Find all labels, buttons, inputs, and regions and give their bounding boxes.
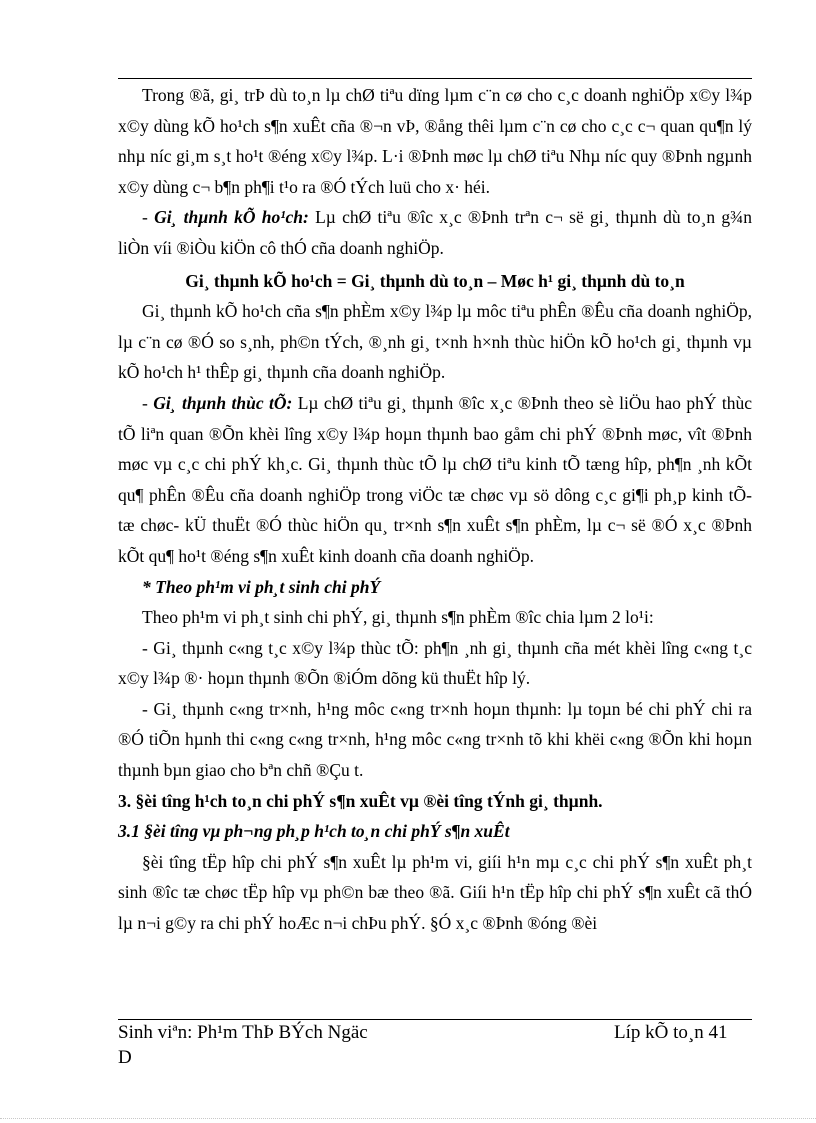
actual-cost-label: Gi¸ thµnh thùc tÕ: [153,392,293,413]
page-edge-dotted-line [0,1118,816,1119]
header-rule [118,78,752,79]
body-text [118,80,752,939]
paragraph-planned-cost: - Gi¸ thµnh kÕ ho¹ch: Lµ chØ tiªu ®îc x¸c ®Þnh trªn c¬ së gi¸ thµnh dù to¸n g¾n liÒn víi ®iÒu kiÖn cô thÓ cña doanh nghiÖp. [118,207,752,258]
paragraph-5: Theo ph¹m vi ph¸t sinh chi phÝ, gi¸ thµnh s¶n phÈm ®îc chia lµm 2 lo¹i: [142,607,654,628]
planned-cost-label: Gi¸ thµnh kÕ ho¹ch: [154,207,309,228]
footer-letter: D [118,1047,132,1068]
planned-cost-text: Lµ chØ tiªu ®îc x¸c ®Þnh trªn c¬ së gi¸ thµnh dù to¸n g¾n liÒn víi ®iÒu kiÖn cô thÓ cña doanh nghiÖp. [118,207,752,258]
footer-rule [118,1019,752,1020]
paragraph-actual-cost: - Gi¸ thµnh thùc tÕ: Lµ chØ tiªu gi¸ thµnh ®îc x¸c ®Þnh theo sè liÖu hao phÝ thùc tÕ liªn quan ®Õn khèi lîng x©y l¾p hoµn thµnh bao gåm chi phÝ ®Þnh møc, vît ®Þnh møc vµ c¸c chi phÝ kh¸c. Gi¸ thµnh thùc tÕ lµ chØ tiªu kinh tÕ tæng hîp, ph¶n ¸nh kÕt qu¶ phÊn ®Êu cña doanh nghiÖp trong viÖc tæ chøc vµ sö dông c¸c gi¶i ph¸p kinh tÕ- tæ chøc- kÜ thuËt ®Ó thùc hiÖn qu¸ tr×nh s¶n xuÊt s¶n phÈm, lµ c¬ së ®Ó x¸c ®Þnh kÕt qu¶ ho¹t ®éng s¶n xuÊt kinh doanh cña doanh nghiÖp. [118,392,752,566]
footer-student: Sinh viªn: Ph¹m ThÞ BÝch Ngäc [118,1022,368,1043]
paragraph-3: Gi¸ thµnh kÕ ho¹ch cña s¶n phÈm x©y l¾p lµ môc tiªu phÊn ®Êu cña doanh nghiÖp, lµ c¨n cø ®Ó so s¸nh, ph©n tÝch, ®¸nh gi¸ t×nh h×nh thùc hiÖn kÕ ho¹ch gi¸ thµnh vµ kÕ ho¹ch h¹ thÊp gi¸ thµnh cña doanh nghiÖp. [118,301,752,383]
section-heading-3: 3. §èi tîng h¹ch to¸n chi phÝ s¶n xuÊt vµ ®èi tîng tÝnh gi¸ thµnh. [118,790,603,811]
cost-formula: Gi¸ thµnh kÕ ho¹ch = Gi¸ thµnh dù to¸n – Møc h¹ gi¸ thµnh dù to¸n [185,270,685,291]
sub-heading-scope: * Theo ph¹m vi ph¸t sinh chi phÝ [142,576,381,597]
paragraph-6: - Gi¸ thµnh c«ng t¸c x©y l¾p thùc tÕ: ph¶n ¸nh gi¸ thµnh cña mét khèi lîng c«ng t¸c x©y l¾p ®· hoµn thµnh ®Õn ®iÓm dõng kü thuËt hîp lý. [118,637,752,689]
paragraph-8: §èi tîng tËp hîp chi phÝ s¶n xuÊt lµ ph¹m vi, giíi h¹n mµ c¸c chi phÝ s¶n xuÊt ph¸t sinh ®îc tæ chøc tËp hîp vµ ph©n bæ theo ®ã. Giíi h¹n tËp hîp chi phÝ s¶n xuÊt cã thÓ lµ n¬i g©y ra chi phÝ hoÆc n¬i chÞu phÝ. §Ó x¸c ®Þnh ®óng ®èi [118,851,752,934]
paragraph-7: - Gi¸ thµnh c«ng tr×nh, h¹ng môc c«ng tr×nh hoµn thµnh: lµ toµn bé chi phÝ chi ra ®Ó tiÕn hµnh thi c«ng c«ng tr×nh, h¹ng môc c«ng tr×nh tõ khi khëi c«ng ®Õn khi hoµn thµnh bµn giao cho bªn chñ ®Çu t. [118,698,752,781]
footer-class: Líp kÕ to¸n 41 [614,1022,728,1043]
paragraph-1: Trong ®ã, gi¸ trÞ dù to¸n lµ chØ tiªu dïng lµm c¨n cø cho c¸c doanh nghiÖp x©y l¾p x©y dùng kÕ ho¹ch s¶n xuÊt cña ®¬n vÞ, ®ång thêi lµm c¨n cø cho c¸c c¬ quan qu¶n lý nhµ níc gi¸m s¸t ho¹t ®éng x©y l¾p. L·i ®Þnh møc lµ chØ tiªu Nhµ níc quy ®Þnh ngµnh x©y dùng c¬ b¶n ph¶i t¹o ra ®Ó tÝch luü cho x· héi. [118,85,752,197]
section-heading-3-1: 3.1 §èi tîng vµ ph¬ng ph¸p h¹ch to¸n chi phÝ s¶n xuÊt [118,821,510,842]
actual-cost-text: Lµ chØ tiªu gi¸ thµnh ®îc x¸c ®Þnh theo sè liÖu hao phÝ thùc tÕ liªn quan ®Õn khèi lîng x©y l¾p hoµn thµnh bao gåm chi phÝ ®Þnh møc, vît ®Þnh møc vµ c¸c chi phÝ kh¸c. Gi¸ thµnh thùc tÕ lµ chØ tiªu kinh tÕ tæng hîp, ph¶n ¸nh kÕt qu¶ phÊn ®Êu cña doanh nghiÖp trong viÖc tæ chøc vµ sö dông c¸c gi¶i ph¸p kinh tÕ- tæ chøc- kÜ thuËt ®Ó thùc hiÖn qu¸ tr×nh s¶n xuÊt s¶n phÈm, lµ c¬ së ®Ó x¸c ®Þnh kÕt qu¶ ho¹t ®éng s¶n xuÊt kinh doanh cña doanh nghiÖp. [118,392,752,566]
